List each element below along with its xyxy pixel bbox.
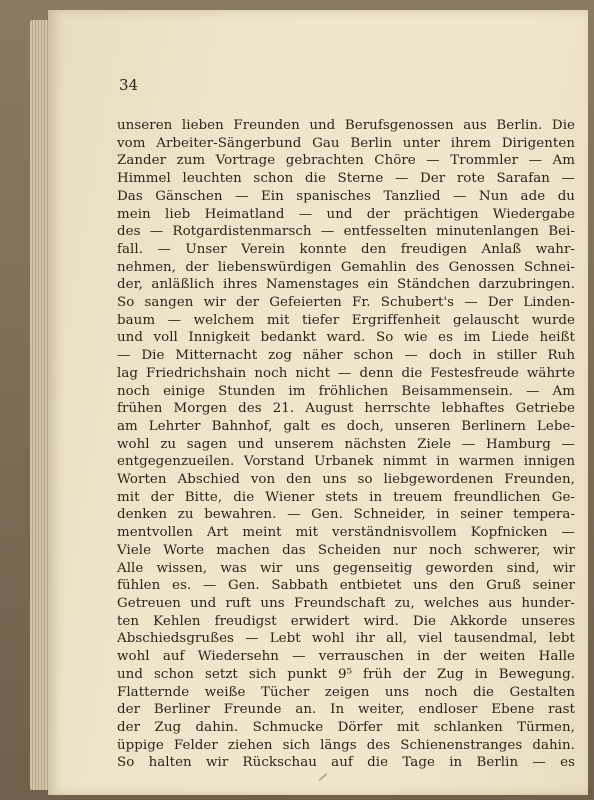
text-line: mentvollen Art meint mit verständnisvollem Kopfnicken —: [117, 525, 575, 541]
text-line: der, anläßlich ihres Namenstages ein Ständchen darzubringen.: [117, 277, 575, 293]
text-line: wohl auf Wiedersehn — verrauschen in der weiten Halle: [117, 649, 575, 665]
text-line: So halten wir Rückschau auf die Tage in Berlin — es: [117, 755, 575, 771]
text-line: mit der Bitte, die Wiener stets in treuem freundlichen Ge-: [117, 489, 575, 505]
text-line: üppige Felder ziehen sich längs des Schienenstranges dahin.: [117, 737, 575, 753]
text-line: denken zu bewahren. — Gen. Schneider, in seiner tempera-: [117, 507, 575, 523]
text-line: unseren lieben Freunden und Berufsgenossen aus Berlin. Die: [117, 118, 575, 133]
text-line: Alle wissen, was wir uns gegenseitig geworden sind, wir: [117, 560, 575, 576]
text-line: entgegenzueilen. Vorstand Urbanek nimmt in warmen innigen: [117, 454, 575, 470]
text-line: ten Kehlen freudigst erwidert wird. Die Akkorde unseres: [117, 613, 575, 629]
text-line: lag Friedrichshain noch nicht — denn die Festesfreude währte: [117, 365, 575, 381]
text-line: mein lieb Heimatland — und der prächtigen Wiedergabe: [117, 206, 575, 222]
page-number: 34: [119, 76, 139, 94]
text-line: So sangen wir der Gefeierten Fr. Schubert's — Der Linden-: [117, 295, 575, 311]
text-line: Abschiedsgrußes — Lebt wohl ihr all, viel tausendmal, lebt: [117, 631, 575, 647]
text-line: Viele Worte machen das Scheiden nur noch schwerer, wir: [117, 542, 575, 558]
text-line: des — Rotgardistenmarsch — entfesselten minutenlangen Bei-: [117, 224, 575, 240]
text-line: fall. — Unser Verein konnte den freudigen Anlaß wahr-: [117, 241, 575, 257]
text-line: fühlen es. — Gen. Sabbath entbietet uns den Gruß seiner: [117, 578, 575, 594]
text-line: der Zug dahin. Schmucke Dörfer mit schlanken Türmen,: [117, 719, 575, 735]
text-line: baum — welchem mit tiefer Ergriffenheit gelauscht wurde: [117, 312, 575, 328]
text-line: Zander zum Vortrage gebrachten Chöre — Trommler — Am: [117, 153, 575, 169]
text-line: Worten Abschied von den uns so liebgewordenen Freunden,: [117, 472, 575, 488]
text-line: wohl zu sagen und unserem nächsten Ziele — Hamburg —: [117, 436, 575, 452]
text-line: Das Gänschen — Ein spanisches Tanzlied — Nun ade du: [117, 188, 575, 204]
text-line: der Berliner Freunde an. In weiter, endloser Ebene rast: [117, 702, 575, 718]
text-line: und schon setzt sich punkt 9⁵ früh der Zug in Bewegung.: [117, 666, 575, 682]
text-line: noch einige Stunden im fröhlichen Beisammensein. — Am: [117, 383, 575, 399]
text-line: — Die Mitternacht zog näher schon — doch in stiller Ruh: [117, 348, 575, 364]
text-line: Getreuen und ruft uns Freundschaft zu, welches aus hunder-: [117, 595, 575, 611]
text-line: Himmel leuchten schon die Sterne — Der rote Sarafan —: [117, 171, 575, 187]
body-text: [117, 117, 575, 772]
text-line: am Lehrter Bahnhof, galt es doch, unseren Berlinern Lebe-: [117, 418, 575, 434]
text-line: frühen Morgen des 21. August herrschte lebhaftes Getriebe: [117, 401, 575, 417]
text-line: Flatternde weiße Tücher zeigen uns noch die Gestalten: [117, 684, 575, 700]
text-line: und voll Innigkeit bedankt ward. So wie es im Liede heißt: [117, 330, 575, 346]
text-line: vom Arbeiter-Sängerbund Gau Berlin unter ihrem Dirigenten: [117, 135, 575, 151]
text-line: nehmen, der liebenswürdigen Gemahlin des Genossen Schnei-: [117, 259, 575, 275]
